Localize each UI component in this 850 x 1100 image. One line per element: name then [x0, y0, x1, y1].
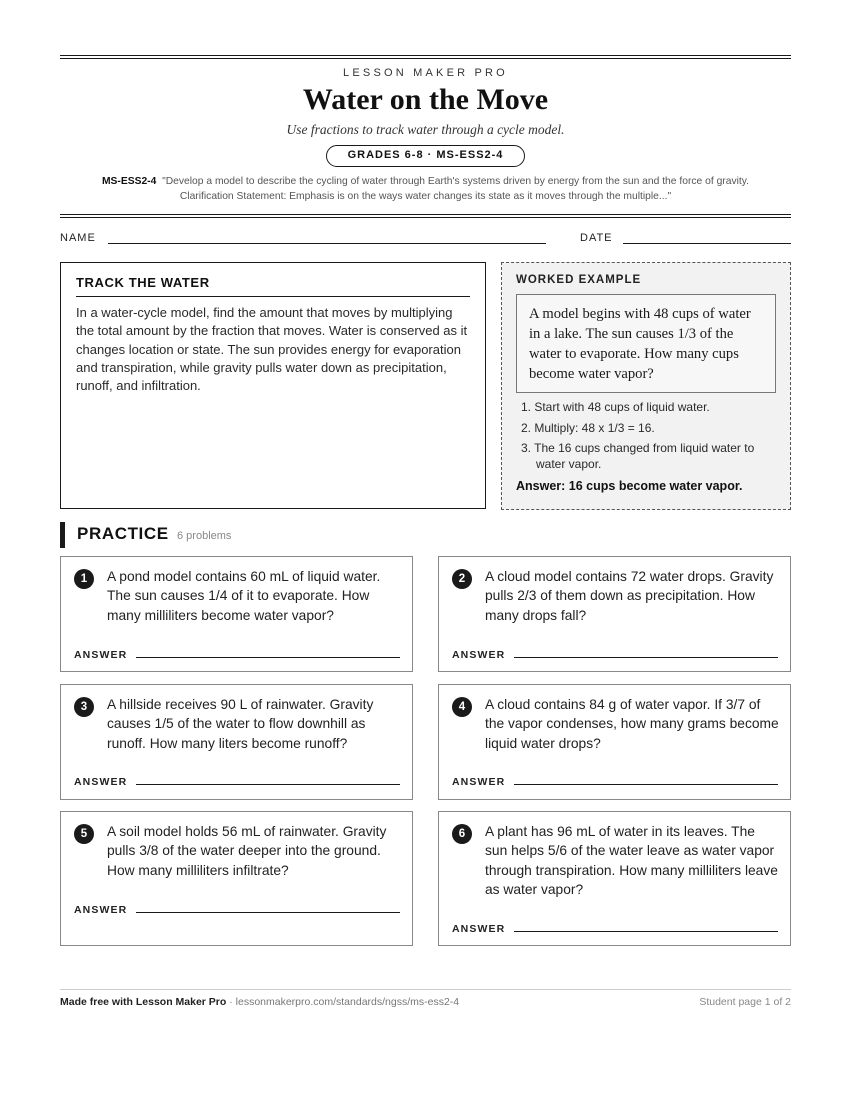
worked-steps: [516, 399, 776, 472]
header-double-rule: [60, 214, 791, 218]
date-field[interactable]: [623, 243, 791, 244]
problem-text: A plant has 96 mL of water in its leaves. The sun helps 5/6 of the water leave as water vapor through transpiration. How many milliliters leave as water vapor?: [485, 824, 778, 897]
answer-field[interactable]: [136, 657, 400, 658]
worked-step: 2. Multiply: 48 x 1/3 = 16.: [521, 420, 655, 435]
answer-field[interactable]: [514, 931, 778, 932]
standard-text-2: Clarification Statement: Emphasis is on the ways water changes its state as it moves through the multiple...": [179, 191, 672, 202]
problem-card-3: [60, 684, 413, 800]
practice-count: 6 problems: [177, 530, 232, 542]
worked-heading: WORKED EXAMPLE: [516, 274, 642, 286]
brand-name: LESSON MAKER PRO: [343, 67, 508, 79]
footer-page-number: Student page 1 of 2: [699, 996, 791, 1008]
problem-text: A cloud model contains 72 water drops. Gravity pulls 2/3 of them down as precipitation. How many drops fall?: [485, 569, 774, 623]
worked-problem: A model begins with 48 cups of water in a lake. The sun causes 1/3 of the water to evaporate. How many cups become water vapor?: [516, 294, 776, 393]
answer-label: ANSWER: [452, 649, 506, 661]
top-double-rule: [60, 55, 791, 59]
problem-number-badge: 3: [74, 697, 94, 717]
track-body: In a water-cycle model, find the amount that moves by multiplying the total amount by the fraction that moves. Water is conserved as it changes location or state. The sun provides energy for evaporation and transpiration, while gravity pulls water down as precipitation, runoff, and infiltration.: [76, 305, 468, 394]
problem-text: A hillside receives 90 L of rainwater. Gravity causes 1/5 of the water to flow downhill as runoff. How many liters become runoff?: [107, 697, 374, 751]
problem-card-4: [438, 684, 791, 800]
standard-line-1: [60, 174, 791, 189]
footer-url: · lessonmakerpro.com/standards/ngss/ms-ess2-4: [226, 996, 460, 1008]
problem-text: A soil model holds 56 mL of rainwater. Gravity pulls 3/8 of the water deeper into the ground. How many milliliters infiltrate?: [107, 824, 387, 878]
footer-credit: [60, 996, 459, 1008]
page-subtitle: Use fractions to track water through a cycle model.: [286, 122, 565, 137]
problem-number-badge: 2: [452, 569, 472, 589]
track-the-water-panel: [60, 262, 486, 509]
footer-made-with: Made free with Lesson Maker Pro: [60, 996, 227, 1008]
worksheet-page: [60, 0, 791, 1100]
problem-card-6: [438, 811, 791, 946]
standard-statement: [60, 174, 791, 204]
worked-example-panel: [501, 262, 791, 510]
standard-text-1: "Develop a model to describe the cycling of water through Earth's systems driven by energy from the sun and the force of gravity.: [162, 176, 750, 187]
answer-field[interactable]: [136, 912, 400, 913]
problem-card-1: [60, 556, 413, 672]
answer-field[interactable]: [514, 784, 778, 785]
standard-code: MS-ESS2-4: [101, 176, 157, 187]
answer-label: ANSWER: [74, 776, 128, 788]
practice-accent-bar: [60, 522, 65, 548]
answer-label: ANSWER: [452, 776, 506, 788]
problem-number-badge: 1: [74, 569, 94, 589]
answer-label: ANSWER: [74, 649, 128, 661]
problem-card-2: [438, 556, 791, 672]
answer-field[interactable]: [136, 784, 400, 785]
answer-field[interactable]: [514, 657, 778, 658]
problem-card-5: [60, 811, 413, 946]
name-label: NAME: [60, 232, 96, 244]
problem-text: A pond model contains 60 mL of liquid water. The sun causes 1/4 of it to evaporate. How many milliliters become water vapor?: [107, 569, 381, 623]
worked-step: 1. Start with 48 cups of liquid water.: [521, 400, 710, 414]
track-heading: TRACK THE WATER: [76, 275, 470, 297]
answer-label: ANSWER: [74, 904, 128, 916]
grade-badge: GRADES 6-8 · MS-ESS2-4: [326, 145, 525, 167]
page-title: Water on the Move: [302, 83, 549, 116]
date-label: DATE: [580, 232, 613, 244]
worked-answer: Answer: 16 cups become water vapor.: [516, 479, 743, 493]
problem-number-badge: 6: [452, 824, 472, 844]
practice-heading: PRACTICE: [77, 524, 169, 543]
worked-step: 3. The 16 cups changed from liquid water to water vapor.: [521, 441, 755, 471]
answer-label: ANSWER: [452, 923, 506, 935]
problem-number-badge: 5: [74, 824, 94, 844]
name-field[interactable]: [108, 243, 546, 244]
footer-rule: [60, 989, 791, 990]
problem-number-badge: 4: [452, 697, 472, 717]
problem-text: A cloud contains 84 g of water vapor. If 3/7 of the vapor condenses, how many grams become liquid water drops?: [485, 697, 779, 751]
